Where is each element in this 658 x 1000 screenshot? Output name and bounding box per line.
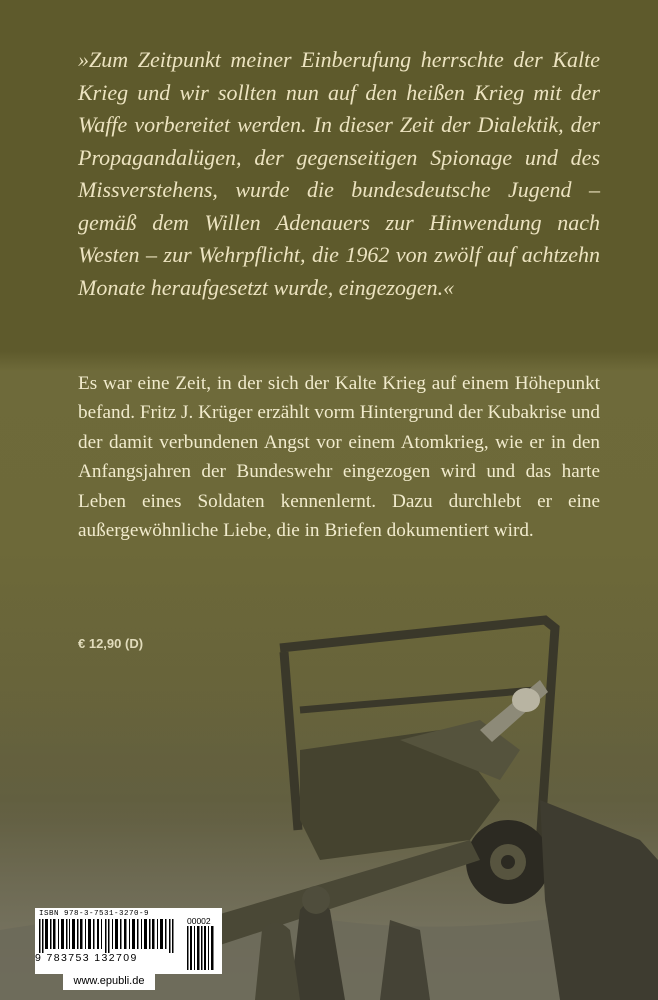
addon-digits: 00002 <box>187 916 211 926</box>
cover-quote: »Zum Zeitpunkt meiner Einberufung herrschte der Kalte Krieg und wir sollten nun auf den heißen Krieg mit der Waffe vorbereitet werden. In dieser Zeit der Dialektik, der Propagandalügen, der gegenseitigen Spionage und des Missverstehens, wurde die bundesdeutsche Jugend – gemäß dem Willen Adenauers zur Hinwendung nach Westen – zur Wehrpflicht, die 1962 von zwölf auf achtzehn Monate heraufgesetzt wurde, eingezogen.« <box>78 47 600 300</box>
barcode-box <box>35 908 222 974</box>
addon-barcode <box>187 926 215 976</box>
ean-barcode <box>39 919 187 953</box>
blurb-text: Es war eine Zeit, in der sich der Kalte Krieg auf einem Höhepunkt befand. Fritz J. Krüger erzählt vorm Hintergrund der Kubakrise und der damit verbundenen Angst vor einem Atomkrieg, wie er in den Anfangsjahren der Bundeswehr eingezogen wird und das harte Leben eines Soldaten kennenlernt. Dazu durchlebt er eine außergewöhnliche Liebe, die in Briefen dokumentiert wird. <box>78 373 600 542</box>
publisher-url: www.epubli.de <box>73 975 145 987</box>
publisher-url-box <box>63 974 155 990</box>
barcode-digits: 9 783753 132709 <box>35 952 138 964</box>
isbn-label: ISBN 978-3-7531-3270-9 <box>39 910 150 918</box>
